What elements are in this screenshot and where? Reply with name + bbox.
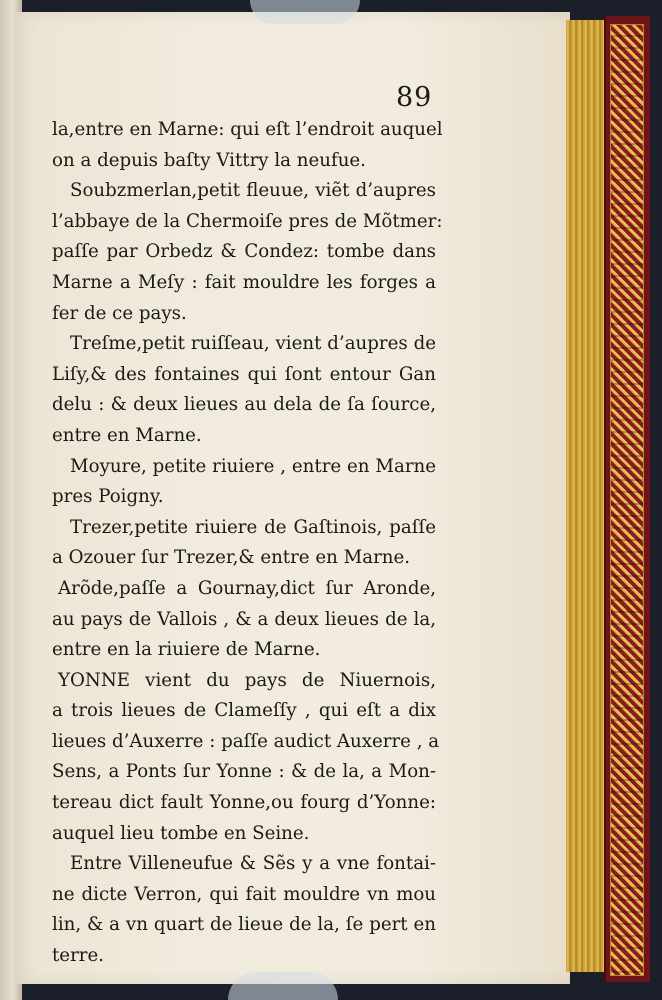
text-line: Moyure, petite riuiere , entre en Marne (70, 455, 436, 477)
text-line: tereau dict fault Yonne,ou fourg d’Yonne: (52, 792, 436, 814)
text-line: on a depuis baſty Vittry la neufue. (52, 149, 366, 171)
gilt-fore-edge (566, 20, 606, 972)
text-line: a Ozouer ſur Trezer,& entre en Marne. (52, 547, 411, 569)
text-line: terre. (52, 945, 105, 967)
body-text (52, 115, 443, 972)
text-line: Liſy,& des fontaines qui ſont entour Gan (52, 363, 436, 385)
text-line: Trezer,petite riuiere de Gaſtinois, paſſe (70, 516, 436, 538)
text-line: lin, & a vn quart de lieue de la, ſe pert en (52, 914, 436, 936)
text-line: Marne a Meſy : fait mouldre les forges a (52, 271, 436, 293)
text-line: au pays de Vallois , & a deux lieues de la, (52, 608, 436, 630)
page-number: 89 (396, 82, 433, 113)
text-line: l’abbaye de la Chermoiſe pres de Mõtmer: (52, 210, 443, 232)
text-line: Arõde,paſſe a Gournay,dict ſur Aronde, (58, 577, 436, 599)
bottom-page-clip (228, 972, 338, 1000)
text-line: ne dicte Verron, qui fait mouldre vn mou (52, 883, 436, 905)
text-line: Treſme,petit ruiſſeau, vient d’aupres de (70, 333, 436, 355)
text-line: pres Poigny. (52, 486, 164, 508)
text-line: YONNE vient du pays de Niuernois, (58, 669, 436, 691)
text-line: paſſe par Orbedz & Condez: tombe dans (52, 241, 436, 263)
text-line: auquel lieu tombe en Seine. (52, 822, 310, 844)
text-line: delu : & deux lieues au dela de ſa ſource, (52, 394, 436, 416)
text-line: Entre Villeneufue & Sẽs y a vne fontai- (70, 853, 436, 875)
text-line: entre en Marne. (52, 424, 202, 446)
text-line: lieues d’Auxerre : paſſe audict Auxerre , a (52, 730, 440, 752)
text-line: entre en la riuiere de Marne. (52, 639, 321, 661)
top-page-clip (250, 0, 360, 24)
text-line: a trois lieues de Clameſſy , qui eſt a dix (52, 700, 436, 722)
text-line: Sens, a Ponts ſur Yonne : & de la, a Mon- (52, 761, 436, 783)
gilt-tooling-border (610, 24, 644, 976)
text-line: fer de ce pays. (52, 302, 187, 324)
text-line: Soubzmerlan,petit fleuue, viẽt d’aupres (70, 180, 436, 202)
text-line: la,entre en Marne: qui eſt l’endroit auquel (52, 119, 443, 140)
